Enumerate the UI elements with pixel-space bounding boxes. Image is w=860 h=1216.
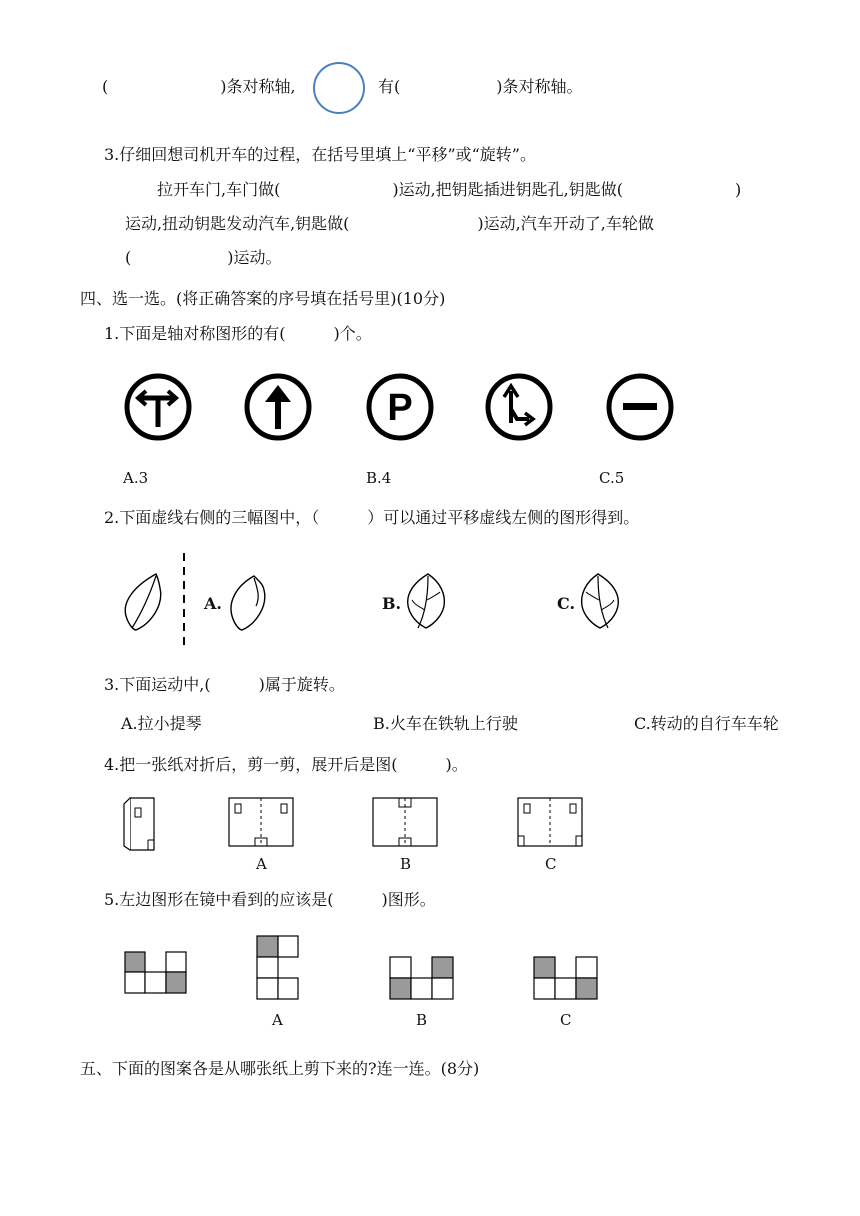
leaf-option-b-icon bbox=[404, 572, 448, 630]
question-3-fill-line-3: ( )运动。 bbox=[125, 248, 282, 267]
grid-shape-c-icon bbox=[533, 956, 599, 1002]
q3-option-a: A.拉小提琴 bbox=[121, 714, 202, 733]
q1-option-b: B.4 bbox=[366, 469, 392, 487]
grid-shape-a-icon bbox=[256, 935, 300, 1001]
grid-shape-original-icon bbox=[124, 950, 188, 996]
t-junction-sign-icon bbox=[124, 373, 192, 441]
circle-figure-icon bbox=[312, 61, 366, 115]
q2-label-c: C. bbox=[557, 594, 576, 613]
grid-shape-b-icon bbox=[389, 956, 455, 1002]
q3-option-c: C.转动的自行车车轮 bbox=[634, 714, 779, 733]
q5-label-a: A bbox=[272, 1011, 283, 1029]
section-4-question-5: 5.左边图形在镜中看到的应该是( )图形。 bbox=[104, 890, 436, 909]
section-4-question-3: 3.下面运动中,( )属于旋转。 bbox=[104, 675, 345, 694]
q2-label-a: A. bbox=[204, 594, 222, 613]
symmetry-axis-blank-2: 有( )条对称轴。 bbox=[378, 77, 583, 96]
q3-option-b: B.火车在铁轨上行驶 bbox=[373, 714, 518, 733]
q1-option-c: C.5 bbox=[599, 469, 625, 487]
q2-label-b: B. bbox=[382, 594, 402, 613]
section-4-question-4: 4.把一张纸对折后，剪一剪，展开后是图( )。 bbox=[104, 755, 468, 774]
parking-sign-icon bbox=[366, 373, 434, 441]
section-4-question-2: 2.下面虚线右侧的三幅图中，（ ）可以通过平移虚线左侧的图形得到。 bbox=[104, 508, 640, 527]
unfolded-paper-c-icon bbox=[517, 797, 583, 847]
dashed-divider-line bbox=[180, 553, 188, 649]
svg-text:P: P bbox=[387, 387, 413, 429]
question-3-fill-title: 3.仔细回想司机开车的过程，在括号里填上“平移”或“旋转”。 bbox=[104, 145, 536, 164]
section-4-question-1: 1.下面是轴对称图形的有( )个。 bbox=[104, 324, 372, 343]
q4-label-b: B bbox=[400, 855, 412, 873]
q5-label-b: B bbox=[416, 1011, 428, 1029]
leaf-option-c-icon bbox=[578, 572, 622, 630]
folded-paper-icon bbox=[122, 796, 158, 852]
no-entry-sign-icon bbox=[606, 373, 674, 441]
leaf-option-a-icon bbox=[226, 574, 270, 632]
up-arrow-sign-icon bbox=[244, 373, 312, 441]
q4-label-c: C bbox=[545, 855, 557, 873]
leaf-original-icon bbox=[120, 572, 170, 632]
q5-label-c: C bbox=[560, 1011, 572, 1029]
unfolded-paper-b-icon bbox=[372, 797, 438, 847]
q4-label-a: A bbox=[256, 855, 267, 873]
section-5-heading: 五、下面的图案各是从哪张纸上剪下来的?连一连。(8分) bbox=[80, 1059, 480, 1078]
question-3-fill-line-1: 拉开车门,车门做( )运动,把钥匙插进钥匙孔,钥匙做( ) bbox=[157, 180, 742, 199]
symmetry-axis-blank-1: ( )条对称轴, bbox=[102, 77, 296, 96]
question-3-fill-line-2: 运动,扭动钥匙发动汽车,钥匙做( )运动,汽车开动了,车轮做 bbox=[125, 214, 654, 233]
q1-option-a: A.3 bbox=[123, 469, 149, 487]
unfolded-paper-a-icon bbox=[228, 797, 294, 847]
turn-right-arrow-sign-icon bbox=[485, 373, 553, 441]
section-4-heading: 四、选一选。(将正确答案的序号填在括号里)(10分) bbox=[80, 289, 446, 308]
